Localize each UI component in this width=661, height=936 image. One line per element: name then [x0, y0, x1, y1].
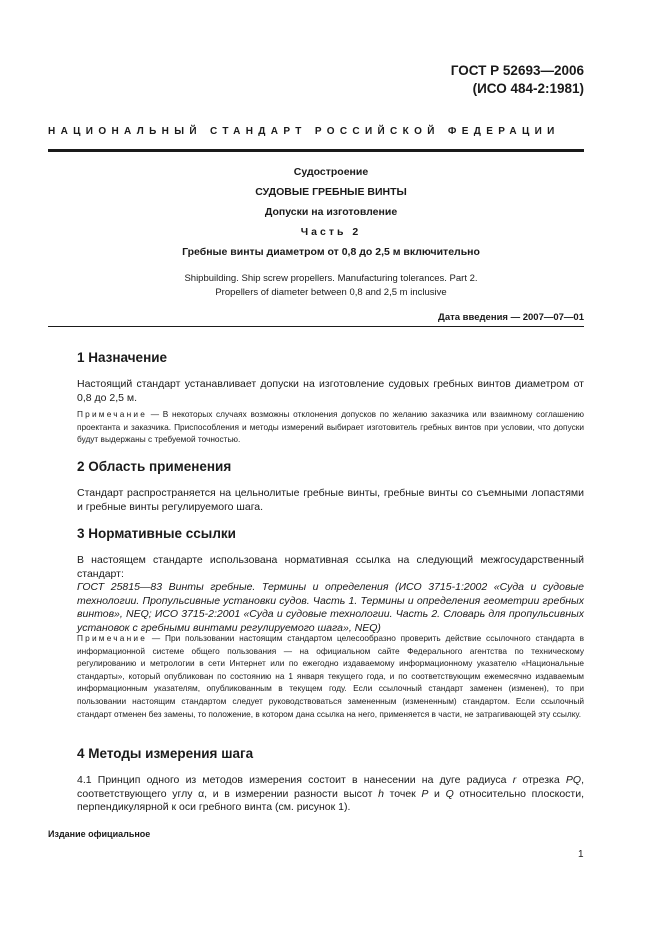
text-segment: точек — [383, 787, 422, 800]
section-1-note — [77, 408, 584, 446]
variable-h: h — [378, 787, 384, 800]
section-1-text: Настоящий стандарт устанавливает допуски на изготовление судовых гребных винтов диаметром от 0,8 до 2,5 м. — [77, 378, 584, 404]
national-standard-title: НАЦИОНАЛЬНЫЙ СТАНДАРТ РОССИЙСКОЙ ФЕДЕРАЦИИ — [48, 126, 560, 137]
text-segment: 4.1 Принцип одного из методов измерения состоит в нанесении на дуге радиуса — [77, 774, 513, 786]
variable-p: P — [421, 787, 429, 800]
title-field: Судостроение — [293, 166, 369, 178]
section-3-note — [77, 632, 584, 720]
note-label: Примечание — [77, 633, 148, 643]
variable-q: Q — [445, 787, 454, 800]
section-3-paragraph: В настоящем стандарте использована нормативная ссылка на следующий межгосударственный стандарт: — [77, 554, 584, 580]
note-text: — В некоторых случаях возможны отклонения допусков по желанию заказчика или взаимному соглашению проектанта и заказчика. Приспособления и методы измерений выбирает изготовитель гребных винтов при условии, что допуски будут выдержаны с требуемой точностью. — [77, 409, 584, 445]
introduction-date: Дата введения — 2007—07—01 — [438, 312, 584, 323]
official-edition-label: Издание официальное — [48, 829, 151, 839]
section-1-paragraph — [77, 378, 584, 405]
standard-code: ГОСТ Р 52693—2006 — [450, 63, 584, 78]
english-title-line1: Shipbuilding. Ship screw propellers. Manufacturing tolerances. Part 2. — [184, 273, 478, 284]
text-segment: отрезка — [516, 774, 566, 786]
iso-code: (ИСО 484-2:1981) — [472, 81, 584, 96]
variable-r: r — [512, 774, 517, 786]
title-main: СУДОВЫЕ ГРЕБНЫЕ ВИНТЫ — [255, 186, 407, 198]
section-3-heading: 3 Нормативные ссылки — [77, 526, 236, 541]
section-1-heading: 1 Назначение — [77, 350, 168, 365]
section-4-paragraph — [77, 774, 584, 815]
text-segment: и — [428, 787, 446, 800]
text-segment: , соответствующего углу α, и в измерении разности высот — [77, 774, 584, 800]
english-title-line2: Propellers of diameter between 0,8 and 2,5 m inclusive — [215, 287, 447, 298]
title-part-name: Гребные винты диаметром от 0,8 до 2,5 м включительно — [182, 246, 480, 258]
variable-pq: PQ — [565, 774, 582, 786]
page-number: 1 — [578, 849, 584, 860]
title-subject: Допуски на изготовление — [264, 206, 398, 218]
text-segment: относительно плоскости, перпендикулярной к оси гребного винта (см. рисунок 1). — [77, 787, 584, 813]
section-2-heading: 2 Область применения — [77, 459, 232, 474]
section-3-reference: ГОСТ 25815—83 Винты гребные. Термины и определения (ИСО 3715-1:2002 «Суда и судовые технологии. Пропульсивные установки судов. Часть 1. Термины и определения геометрии гребных винтов», NEQ; ИСО 3715-2:2001 «Суда и судовые технологии. Часть 2. Словарь для пропульсивных установок с гребными винтами регулируемого шага», NEQ) — [77, 581, 584, 634]
note-text: — При пользовании настоящим стандартом целесообразно проверить действие ссылочного стандарта в информационной системе общего пользования — на официальном сайте Федерального агентства по техническому регулированию и метрологии в сети Интернет или по ежегодно издаваемому информационному указателю «Национальные стандарты», который опубликован по состоянию на 1 января текущего года, и по соответствующим ежемесячно издаваемым информационным указателям, опубликованным в текущем году. Если ссылочный стандарт заменен (изменен), то при пользовании настоящим стандартом следует руководствоваться замененным (измененным) стандартом. Если ссылочный стандарт отменен без замены, то положение, в котором дана ссылка на него, применяется в части, не затрагивающей эту ссылку. — [77, 633, 584, 719]
section-2-paragraph: Стандарт распространяется на цельнолитые гребные винты, гребные винты со съемными лопастями и гребные винты регулируемого шага. — [77, 487, 584, 513]
note-label: Примечание — [77, 409, 148, 419]
title-divider — [48, 149, 584, 152]
title-part: Часть 2 — [300, 226, 362, 238]
intro-divider — [48, 326, 584, 327]
section-4-heading: 4 Методы измерения шага — [77, 746, 254, 761]
